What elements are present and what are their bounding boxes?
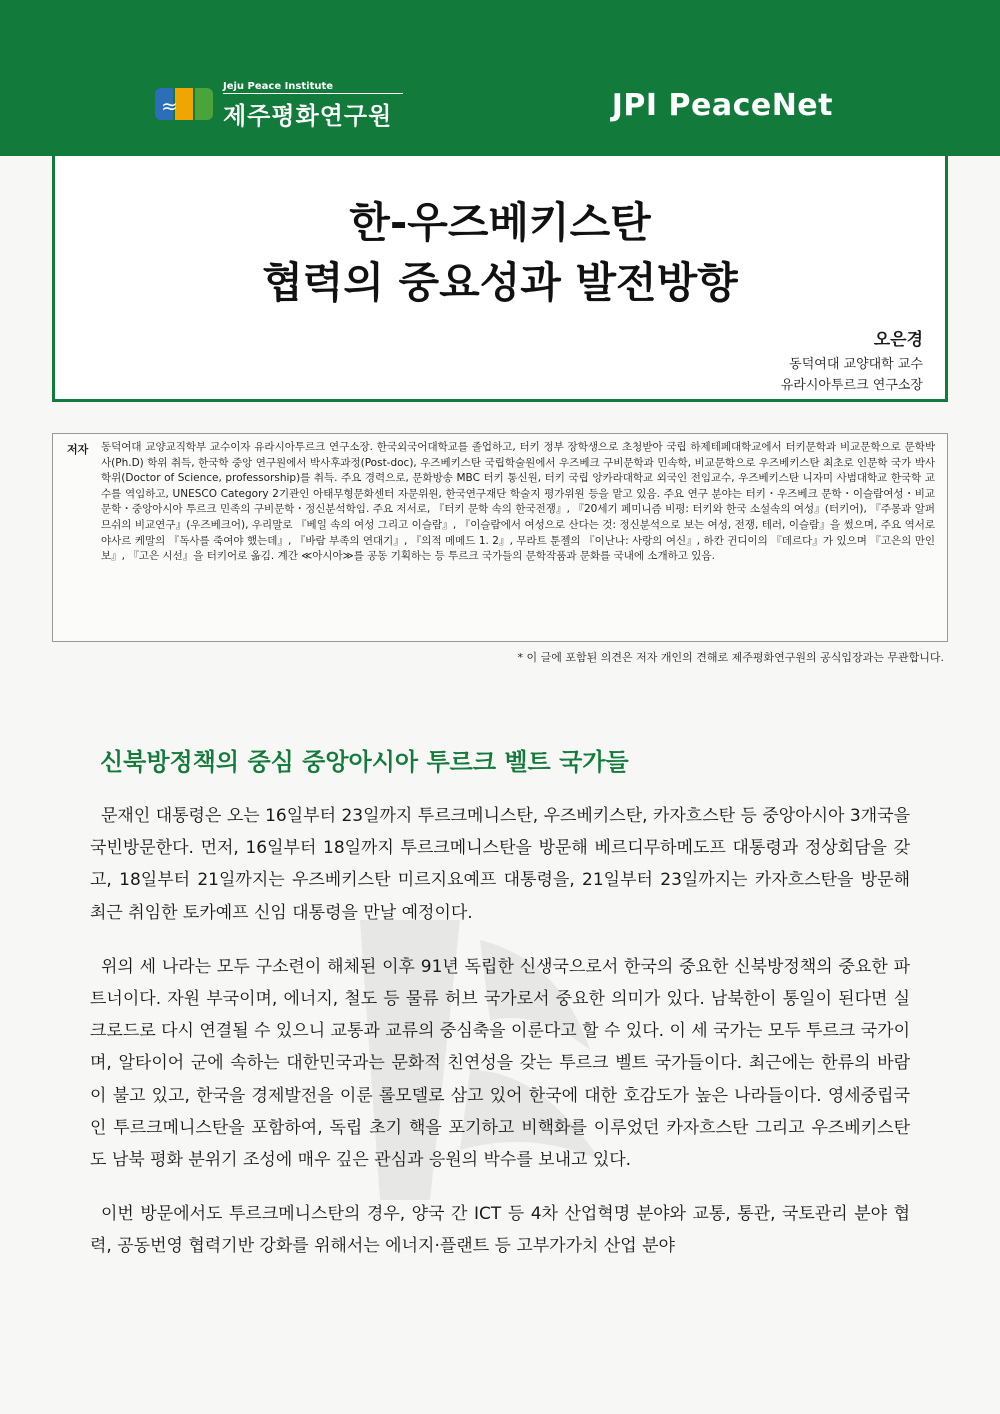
bio-label: 저자 <box>67 443 89 456</box>
paragraph: 이번 방문에서도 투르크메니스탄의 경우, 양국 간 ICT 등 4차 산업혁명 분야와 교통, 통관, 국토관리 분야 협력, 공동번영 협력기반 강화를 위해서는 에너지·플랜트 등 고부가가치 산업 분야 <box>90 1204 910 1257</box>
jpi-emblem-icon: ≈ <box>155 84 215 128</box>
page-title <box>55 193 945 313</box>
author-bio-box <box>52 433 948 642</box>
article-body <box>90 800 910 1285</box>
paragraph: 위의 세 나라는 모두 구소련이 해체된 이후 91년 독립한 신생국으로서 한국의 중요한 신북방정책의 중요한 파트너이다. 자원 부국이며, 에너지, 철도 등 물류 허브 국가로서 중요한 의미가 있다. 남북한이 통일이 된다면 실크로드로 다시 연결될 수 있으니 교통과 교류의 중심축을 이룬다고 할 수 있다. 이 세 국가는 모두 투르크 국가이며, 알타이어 군에 속하는 대한민국과는 문화적 친연성을 갖는 투르크 벨트 국가들이다. 최근에는 한류의 바람이 불고 있고, 한국을 경제발전을 이룬 롤모델로 삼고 있어 한국에 대한 호감도가 높은 나라들이다. 영세중립국인 투르크메니스탄을 포함하여, 독립 초기 핵을 포기하고 비핵화를 이루었던 카자흐스탄 그리고 우즈베키스탄도 남북 평화 분위기 조성에 매우 깊은 관심과 응원의 박수를 보내고 있다. <box>90 956 910 1171</box>
disclaimer-note: * 이 글에 포함된 의견은 저자 개인의 견해로 제주평화연구원의 공식입장과는 무관합니다. <box>517 651 944 664</box>
title-line-1: 한-우즈베키스탄 <box>349 198 651 247</box>
header-banner <box>55 55 945 156</box>
author-name: 오은경 <box>873 330 923 350</box>
institute-name-ko: 제주평화연구원 <box>223 101 393 130</box>
author-block <box>781 325 923 396</box>
title-line-2: 협력의 중요성과 발전방향 <box>262 258 738 307</box>
peacenet-brand: JPI PeaceNet <box>611 88 833 123</box>
author-role-1: 동덕여대 교양대학 교수 <box>789 357 923 372</box>
paragraph: 문재인 대통령은 오는 16일부터 23일까지 투르크메니스탄, 우즈베키스탄, 카자흐스탄 등 중앙아시아 3개국을 국빈방문한다. 먼저, 16일부터 18일까지 투르크메니스탄을 방문해 베르디무하메도프 대통령과 정상회담을 갖고, 18일부터 21일까지는 우즈베키스탄 미르지요예프 대통령을, 21일부터 23일까지는 카자흐스탄을 방문해 최근 취임한 토카예프 신임 대통령을 만날 예정이다. <box>90 806 910 923</box>
jeju-peace-institute-logo <box>155 81 403 131</box>
institute-name-en: Jeju Peace Institute <box>223 81 403 94</box>
author-role-2: 유라시아투르크 연구소장 <box>780 378 923 393</box>
bio-text: 동덕여대 교양교직학부 교수이자 유라시아투르크 연구소장. 한국외국어대학교를 졸업하고, 터키 정부 장학생으로 초청받아 국립 하제테페대학교에서 터키문학과 비교문학으로 문학박사(Ph.D) 학위 취득, 한국학 중앙 연구원에서 박사후과정(Post-doc), 우즈베키스탄 국립학술원에서 우즈베크 구비문학과 민속학, 비교문학으로 우즈베키스탄 최초로 인문학 국가 박사학위(Doctor of Science, professorship)를 취득. 주요 경력으로, 문화방송 MBC 터키 통신원, 터키 국립 앙카라대학교 외국인 전임교수, 우즈베키스탄 니자미 사범대학교 한국학 교수를 역임하고, UNESCO Category 2기관인 아태무형문화센터 자문위원, 한국연구재단 학술지 평가위원 등을 맡고 있음. 주요 연구 분야는 터키・우즈베크 문학・이슬람여성・비교문학・중앙아시아 투르크 민족의 구비문학・정신분석학임. 주요 저서로, 『터키 문학 속의 한국전쟁』, 『20세기 페미니즘 비평: 터키와 한국 소설속의 여성』(터키어), 『주몽과 알퍼므쉬의 비교연구』(우즈베크어), 우리말로 『베일 속의 여성 그리고 이슬람』, 『이슬람에서 여성으로 산다는 것: 정신분석으로 보는 여성, 전쟁, 테러, 이슬람』을 썼으며, 주요 역서로 야사르 케말의 『독사를 죽여야 했는데』, 『바람 부족의 연대기』, 『의적 메메드 1. 2』, 무라트 툰젤의 『이난나: 사랑의 여신』, 하칸 귄디이의 『데르다』가 있으며 『고은의 만인보』, 『고은 시선』을 터키어로 옮김. 계간 ≪아시아≫를 공동 기획하는 등 투르크 국가들의 문학작품과 문화를 국내에 소개하고 있음. <box>101 441 935 563</box>
header-box <box>52 52 948 402</box>
section-heading: 신북방정책의 중심 중앙아시아 투르크 벨트 국가들 <box>100 748 629 776</box>
